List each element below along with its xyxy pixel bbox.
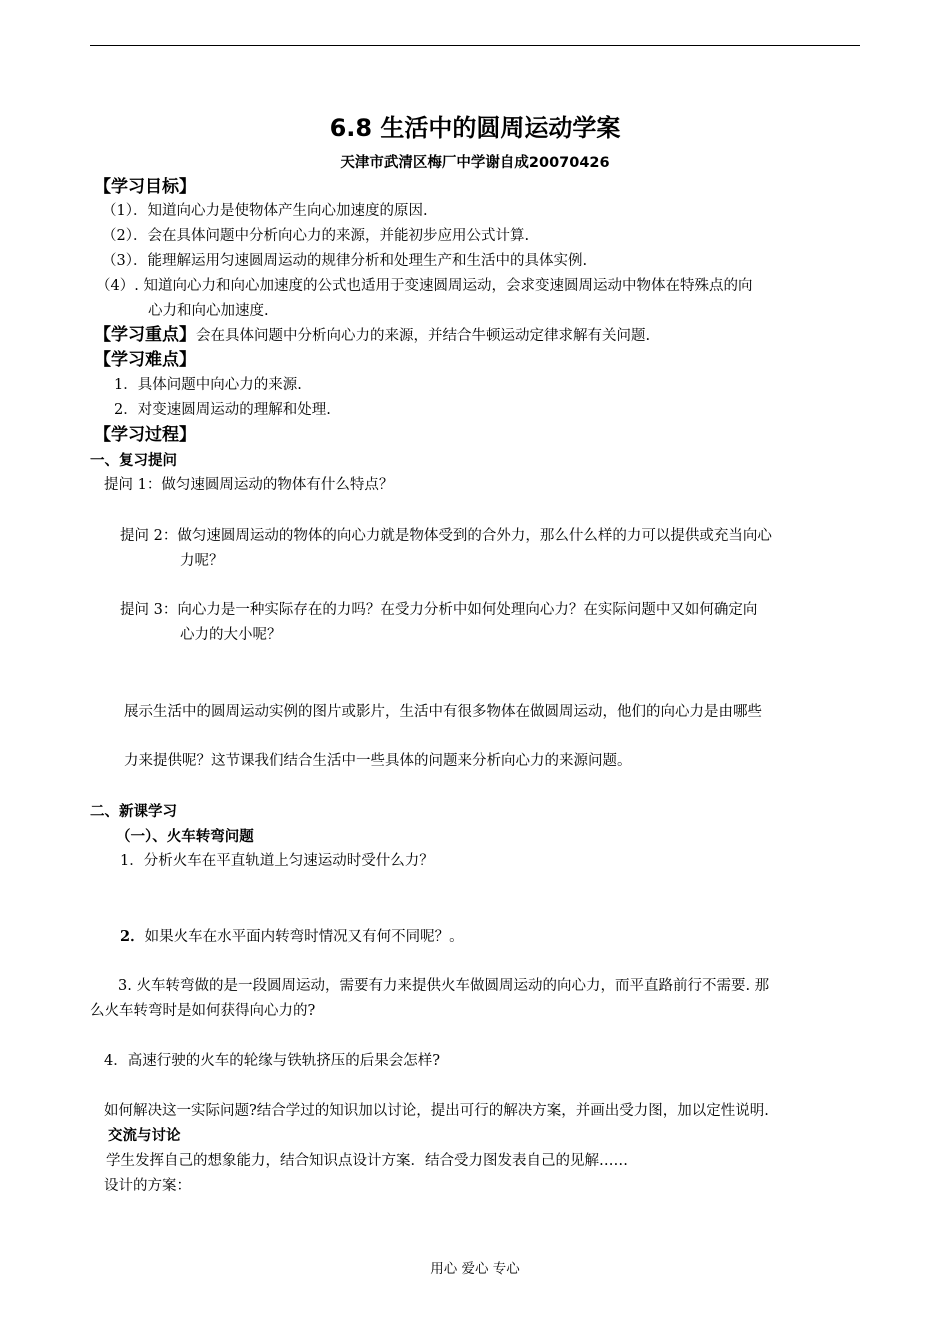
difficulties-heading: 【学习难点】 [94,350,196,370]
intro-paragraph: 展示生活中的圆周运动实例的图片或影片，生活中有很多物体在做圆周运动，他们的向心力是由哪些 [124,704,762,720]
solve-paragraph: 如何解决这一实际问题?结合学过的知识加以讨论，提出可行的解决方案，并画出受力图，加以定性说明. [104,1103,769,1119]
goal-item: （2）．会在具体问题中分析向心力的来源，并能初步应用公式计算. [102,228,530,244]
difficulty-item: 2．对变速圆周运动的理解和处理. [114,402,331,418]
review-question-3-continued: 心力的大小呢？ [180,627,282,643]
page-footer: 用心 爱心 专心 [430,1261,520,1277]
review-question-3: 提问 3：向心力是一种实际存在的力吗？在受力分析中如何处理向心力？在实际问题中又如何确定向 [120,602,758,618]
process-heading: 【学习过程】 [94,425,196,445]
page-title: 6.8 生活中的圆周运动学案 [329,114,621,142]
review-heading: 一、复习提问 [90,453,177,469]
author-line: 天津市武清区梅厂中学谢自成20070426 [340,155,610,171]
lesson-item-1: 1．分析火车在平直轨道上匀速运动时受什么力？ [120,853,434,869]
key-points-line [94,325,650,346]
lesson-item-2-number: 2． [120,928,145,945]
train-turning-heading: （一）、火车转弯问题 [116,829,254,845]
review-question-2: 提问 2：做匀速圆周运动的物体的向心力就是物体受到的合外力，那么什么样的力可以提供或充当向心 [120,528,772,544]
key-points-text: 会在具体问题中分析向心力的来源，并结合牛顿运动定律求解有关问题. [196,328,651,344]
lesson-item-3: 3. 火车转弯做的是一段圆周运动，需要有力来提供火车做圆周运动的向心力，而平直路前行不需要. 那 [118,978,770,994]
new-lesson-heading: 二、新课学习 [90,804,177,820]
goal-item: （3）．能理解运用匀速圆周运动的规律分析和处理生产和生活中的具体实例. [102,253,588,269]
goals-heading: 【学习目标】 [94,177,196,197]
intro-paragraph-continued: 力来提供呢？这节课我们结合生活中一些具体的问题来分析向心力的来源问题。 [124,753,632,769]
goal-item: （4）. 知道向心力和向心加速度的公式也适用于变速圆周运动，会求变速圆周运动中物体在特殊点的向 [96,278,753,294]
lesson-item-2 [120,927,464,947]
lesson-item-3-continued: 么火车转弯时是如何获得向心力的? [90,1003,316,1019]
difficulty-item: 1．具体问题中向心力的来源. [114,377,302,393]
goal-item: （1）．知道向心力是使物体产生向心加速度的原因. [102,203,428,219]
discussion-heading: 交流与讨论 [108,1128,181,1144]
goal-item-continued: 心力和向心加速度. [148,303,269,319]
discussion-text: 学生发挥自己的想象能力，结合知识点设计方案．结合受力图发表自己的见解…… [106,1153,628,1169]
lesson-item-4: 4．高速行驶的火车的轮缘与铁轨挤压的后果会怎样? [104,1053,440,1069]
design-label: 设计的方案： [104,1178,191,1194]
review-question-2-continued: 力呢？ [180,553,224,569]
header-rule [90,45,860,46]
key-points-heading: 【学习重点】 [94,325,196,345]
lesson-item-2-text: 如果火车在水平面内转弯时情况又有何不同呢？。 [144,929,464,945]
review-question-1: 提问 1：做匀速圆周运动的物体有什么特点？ [104,477,394,493]
